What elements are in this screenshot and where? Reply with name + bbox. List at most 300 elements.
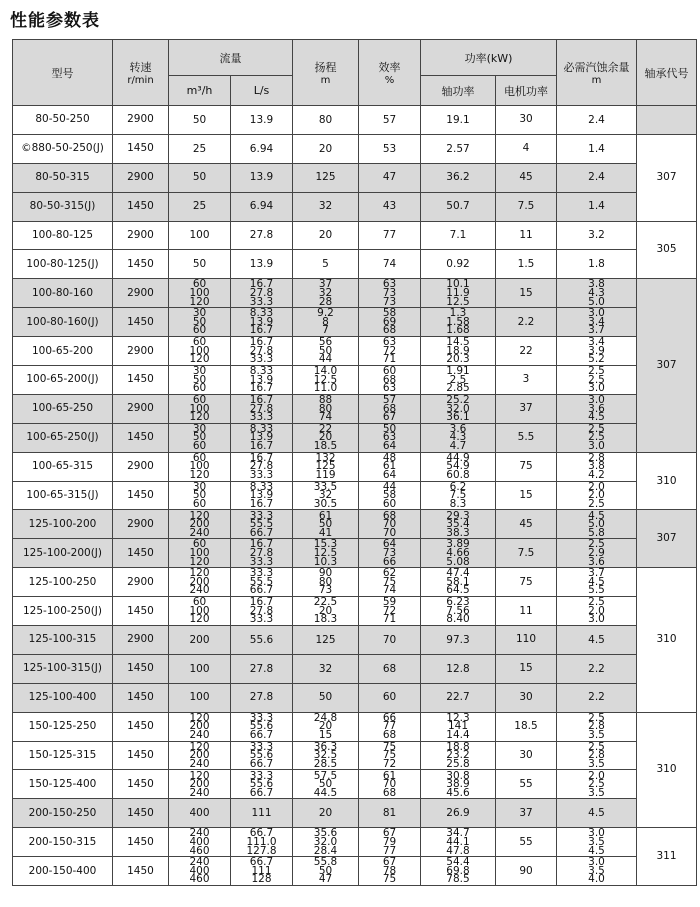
model-cell: 125-100-250	[13, 568, 113, 597]
motor-power-cell: 11	[496, 597, 557, 626]
model-cell: 150-125-315	[13, 741, 113, 770]
bearing-code-cell: 307	[637, 510, 697, 568]
efficiency-cell	[359, 279, 421, 308]
header-flow-ls: L/s	[231, 76, 293, 106]
ls-value: 33.3	[249, 468, 274, 481]
npsh-value: 3.7	[588, 567, 605, 580]
ls-value: 66.7	[249, 786, 274, 799]
m3h-value: 100	[189, 344, 210, 357]
ls-value: 8.33	[249, 423, 274, 435]
table-row	[13, 163, 697, 192]
head-value: 50	[318, 518, 333, 531]
npsh-value: 5.2	[588, 353, 605, 366]
ls-value: 27.8	[249, 547, 274, 559]
speed-cell: 2900	[113, 337, 169, 366]
npsh-value: 3.6	[588, 402, 605, 415]
page-title: 性能参数表	[10, 11, 100, 31]
table-row	[13, 106, 697, 135]
m3h-value: 120	[189, 712, 210, 724]
ls-value: 27.8	[249, 344, 274, 357]
eff-value: 67	[382, 411, 397, 424]
npsh-value: 3.4	[588, 315, 605, 328]
ls-value: 127.8	[246, 844, 277, 857]
motor-power-cell: 1.5	[496, 250, 557, 279]
model-cell: 80-50-250	[13, 106, 113, 135]
head-value: 20	[318, 142, 333, 155]
ls-value: 27.8	[249, 691, 274, 704]
npsh-value: 2.8	[588, 452, 605, 464]
eff-value: 70	[382, 633, 397, 646]
m3h-value: 240	[189, 757, 210, 770]
shaft-value: 29.3	[446, 509, 470, 522]
head-value: 57.5	[313, 769, 338, 782]
npsh-value: 2.0	[588, 489, 605, 502]
head-value: 119	[315, 468, 336, 481]
ls-value: 33.3	[249, 613, 274, 626]
ls-value: 33.3	[249, 769, 274, 782]
eff-value: 73	[382, 286, 397, 299]
table-row	[13, 221, 697, 250]
eff-value: 78	[382, 864, 397, 877]
ls-value: 16.7	[249, 278, 274, 291]
ls-value: 16.7	[249, 452, 274, 464]
eff-value: 61	[382, 460, 397, 473]
npsh-value: 2.0	[588, 604, 605, 617]
eff-value: 66	[382, 712, 397, 724]
efficiency-cell	[359, 192, 421, 221]
model-cell: 125-100-315	[13, 626, 113, 655]
m3h-value: 120	[189, 468, 210, 481]
table-row	[13, 857, 697, 886]
m3h-value: 200	[189, 575, 210, 588]
m3h-value: 200	[189, 720, 210, 733]
ls-value: 13.9	[249, 489, 274, 502]
ls-value: 66.7	[249, 526, 274, 539]
shaft-power-cell	[421, 250, 496, 279]
flow-m3h-cell	[169, 481, 231, 510]
head-value: 5	[322, 258, 329, 271]
shaft-value: 23.2	[446, 749, 470, 762]
head-value: 61	[318, 509, 333, 522]
ls-value: 66.7	[249, 728, 274, 741]
npsh-cell	[557, 597, 637, 626]
ls-value: 27.8	[249, 229, 274, 242]
npsh-cell	[557, 741, 637, 770]
header-model: 型号	[13, 40, 113, 106]
npsh-value: 3.5	[588, 728, 605, 741]
shaft-value: 1.3	[449, 307, 467, 320]
head-value: 37	[318, 278, 333, 291]
head-value: 20	[318, 807, 333, 820]
npsh-value: 2.8	[588, 720, 605, 733]
bearing-code-cell: 310	[637, 568, 697, 712]
speed-cell: 1450	[113, 741, 169, 770]
head-cell	[293, 337, 359, 366]
npsh-cell	[557, 626, 637, 655]
efficiency-cell	[359, 394, 421, 423]
ls-value: 33.3	[249, 411, 274, 424]
motor-power-cell: 15	[496, 279, 557, 308]
eff-value: 59	[382, 596, 397, 609]
table-row	[13, 366, 697, 395]
flow-m3h-cell	[169, 308, 231, 337]
flow-m3h-cell	[169, 741, 231, 770]
npsh-value: 2.4	[588, 171, 605, 184]
table-row	[13, 712, 697, 741]
npsh-value: 4.5	[588, 807, 605, 820]
speed-cell: 2900	[113, 394, 169, 423]
head-value: 28	[318, 295, 333, 308]
flow-ls-cell	[231, 134, 293, 163]
m3h-value: 100	[189, 460, 210, 473]
head-value: 20	[318, 431, 333, 444]
ls-value: 27.8	[249, 402, 274, 415]
ls-value: 8.33	[249, 365, 274, 378]
flow-ls-cell	[231, 308, 293, 337]
efficiency-cell	[359, 741, 421, 770]
shaft-power-cell	[421, 366, 496, 395]
npsh-value: 2.5	[588, 596, 605, 609]
head-value: 44.5	[313, 786, 338, 799]
model-cell: 100-65-315	[13, 452, 113, 481]
speed-cell: 1450	[113, 597, 169, 626]
efficiency-cell	[359, 163, 421, 192]
flow-ls-cell	[231, 683, 293, 712]
npsh-value: 3.8	[588, 460, 605, 473]
efficiency-cell	[359, 423, 421, 452]
m3h-value: 240	[189, 786, 210, 799]
m3h-value: 120	[189, 555, 210, 568]
m3h-value: 30	[192, 481, 207, 493]
m3h-value: 120	[189, 411, 210, 424]
npsh-value: 2.2	[588, 662, 605, 675]
shaft-power-cell	[421, 568, 496, 597]
eff-value: 62	[382, 567, 397, 580]
motor-power-cell: 3	[496, 366, 557, 395]
shaft-value: 6.2	[449, 481, 467, 493]
model-cell: 100-65-250	[13, 394, 113, 423]
npsh-cell	[557, 308, 637, 337]
head-value: 41	[318, 526, 333, 539]
shaft-value: 3.6	[449, 423, 467, 435]
ls-value: 6.94	[249, 142, 274, 155]
flow-m3h-cell	[169, 539, 231, 568]
flow-m3h-cell	[169, 250, 231, 279]
bearing-code-cell	[637, 106, 697, 135]
head-cell	[293, 452, 359, 481]
eff-value: 48	[382, 452, 397, 464]
shaft-power-cell	[421, 857, 496, 886]
speed-cell: 1450	[113, 799, 169, 828]
shaft-value: 11.9	[446, 286, 470, 299]
ls-value: 27.8	[249, 286, 274, 299]
m3h-value: 25	[192, 200, 207, 213]
npsh-value: 3.0	[588, 394, 605, 406]
motor-power-cell: 55	[496, 828, 557, 857]
ls-value: 27.8	[249, 604, 274, 617]
shaft-value: 36.1	[446, 411, 470, 424]
npsh-value: 2.5	[588, 431, 605, 444]
flow-m3h-cell	[169, 221, 231, 250]
efficiency-cell	[359, 712, 421, 741]
model-cell: 100-65-250(J)	[13, 423, 113, 452]
header-flow: 流量	[169, 40, 293, 76]
model-cell: 100-80-125(J)	[13, 250, 113, 279]
eff-value: 67	[382, 856, 397, 869]
head-value: 20	[318, 604, 333, 617]
npsh-cell	[557, 539, 637, 568]
shaft-value: 141	[447, 720, 469, 733]
head-value: 50	[318, 344, 333, 357]
ls-value: 33.3	[249, 712, 274, 724]
npsh-cell	[557, 712, 637, 741]
m3h-value: 60	[192, 336, 207, 349]
bearing-code-cell: 310	[637, 712, 697, 828]
efficiency-cell	[359, 654, 421, 683]
shaft-value: 25.2	[446, 394, 470, 406]
table-row	[13, 192, 697, 221]
eff-value: 68	[382, 662, 397, 675]
eff-value: 70	[382, 778, 397, 791]
npsh-value: 2.5	[588, 712, 605, 724]
table-body	[13, 106, 697, 886]
npsh-cell	[557, 366, 637, 395]
head-value: 50	[318, 778, 333, 791]
shaft-value: 69.8	[446, 864, 470, 877]
model-cell: 100-65-200(J)	[13, 366, 113, 395]
shaft-power-cell	[421, 828, 496, 857]
m3h-value: 30	[192, 365, 207, 378]
eff-value: 75	[382, 575, 397, 588]
head-value: 32	[318, 286, 333, 299]
shaft-value: 20.3	[446, 353, 470, 366]
npsh-cell	[557, 770, 637, 799]
shaft-value: 2.85	[446, 382, 470, 395]
eff-value: 75	[382, 873, 397, 886]
speed-cell: 1450	[113, 134, 169, 163]
ls-value: 16.7	[249, 596, 274, 609]
head-value: 125	[315, 460, 336, 473]
table-row	[13, 654, 697, 683]
npsh-cell	[557, 568, 637, 597]
motor-power-cell: 30	[496, 741, 557, 770]
shaft-value: 35.4	[446, 518, 470, 531]
flow-m3h-cell	[169, 279, 231, 308]
flow-ls-cell	[231, 539, 293, 568]
npsh-value: 3.8	[588, 278, 605, 291]
shaft-value: 8.40	[446, 613, 470, 626]
eff-value: 74	[382, 584, 397, 597]
speed-cell: 2900	[113, 279, 169, 308]
shaft-value: 50.7	[446, 200, 470, 213]
m3h-value: 100	[189, 229, 210, 242]
ls-value: 111.0	[246, 835, 277, 848]
model-cell: 125-100-200(J)	[13, 539, 113, 568]
head-value: 10.3	[313, 555, 338, 568]
flow-ls-cell	[231, 510, 293, 539]
shaft-value: 4.3	[449, 431, 467, 444]
shaft-value: 25.8	[446, 757, 470, 770]
npsh-value: 3.0	[588, 382, 605, 395]
npsh-value: 4.5	[588, 844, 605, 857]
head-value: 22.5	[313, 596, 338, 609]
speed-cell: 1450	[113, 654, 169, 683]
npsh-cell	[557, 134, 637, 163]
npsh-value: 2.5	[588, 741, 605, 753]
speed-cell: 2900	[113, 510, 169, 539]
head-cell	[293, 799, 359, 828]
flow-m3h-cell	[169, 134, 231, 163]
npsh-value: 3.9	[588, 344, 605, 357]
flow-m3h-cell	[169, 568, 231, 597]
motor-power-cell: 37	[496, 799, 557, 828]
header-shaft-power: 轴功率	[421, 76, 496, 106]
npsh-value: 4.5	[588, 509, 605, 522]
m3h-value: 120	[189, 567, 210, 580]
head-cell	[293, 683, 359, 712]
flow-m3h-cell	[169, 597, 231, 626]
head-value: 50	[318, 864, 333, 877]
m3h-value: 50	[192, 258, 207, 271]
m3h-value: 460	[189, 873, 210, 886]
head-value: 80	[318, 113, 333, 126]
efficiency-cell	[359, 452, 421, 481]
npsh-cell	[557, 250, 637, 279]
m3h-value: 240	[189, 856, 210, 869]
speed-cell: 1450	[113, 828, 169, 857]
m3h-value: 60	[192, 538, 207, 551]
ls-value: 13.9	[249, 373, 274, 386]
npsh-value: 3.6	[588, 555, 605, 568]
table-row	[13, 828, 697, 857]
flow-ls-cell	[231, 597, 293, 626]
eff-value: 73	[382, 547, 397, 559]
npsh-value: 5.8	[588, 526, 605, 539]
flow-ls-cell	[231, 857, 293, 886]
motor-power-cell: 15	[496, 481, 557, 510]
speed-cell: 1450	[113, 481, 169, 510]
header-motor-power: 电机功率	[496, 76, 557, 106]
npsh-cell	[557, 337, 637, 366]
npsh-value: 2.5	[588, 373, 605, 386]
flow-ls-cell	[231, 106, 293, 135]
shaft-value: 3.89	[446, 538, 470, 551]
head-value: 14.0	[313, 365, 338, 378]
shaft-value: 47.8	[446, 844, 470, 857]
shaft-value: 19.1	[446, 113, 470, 126]
npsh-value: 2.5	[588, 423, 605, 435]
eff-value: 68	[382, 509, 397, 522]
shaft-value: 2.5	[449, 373, 467, 386]
head-value: 36.3	[313, 741, 338, 753]
speed-cell: 2900	[113, 221, 169, 250]
shaft-power-cell	[421, 741, 496, 770]
motor-power-cell: 45	[496, 510, 557, 539]
head-cell	[293, 163, 359, 192]
shaft-power-cell	[421, 654, 496, 683]
speed-cell: 1450	[113, 192, 169, 221]
eff-value: 73	[382, 295, 397, 308]
table-row	[13, 423, 697, 452]
flow-ls-cell	[231, 366, 293, 395]
head-cell	[293, 597, 359, 626]
bearing-code-cell: 305	[637, 221, 697, 279]
head-value: 22	[318, 423, 333, 435]
shaft-value: 60.8	[446, 468, 470, 481]
m3h-value: 400	[189, 864, 210, 877]
table-row	[13, 741, 697, 770]
npsh-value: 2.0	[588, 481, 605, 493]
npsh-value: 3.7	[588, 324, 605, 337]
npsh-value: 2.5	[588, 778, 605, 791]
motor-power-cell: 5.5	[496, 423, 557, 452]
eff-value: 75	[382, 749, 397, 762]
shaft-value: 44.9	[446, 452, 470, 464]
eff-value: 67	[382, 827, 397, 840]
ls-value: 16.7	[249, 394, 274, 406]
npsh-cell	[557, 423, 637, 452]
speed-cell: 2900	[113, 452, 169, 481]
npsh-cell	[557, 828, 637, 857]
header-efficiency: 效率 %	[359, 40, 421, 106]
eff-value: 60	[382, 497, 397, 510]
speed-cell: 1450	[113, 539, 169, 568]
flow-m3h-cell	[169, 106, 231, 135]
flow-ls-cell	[231, 799, 293, 828]
shaft-value: 18.8	[446, 741, 470, 753]
motor-power-cell: 75	[496, 452, 557, 481]
flow-ls-cell	[231, 163, 293, 192]
eff-value: 69	[382, 315, 397, 328]
model-cell: 125-100-200	[13, 510, 113, 539]
head-value: 80	[318, 575, 333, 588]
speed-cell: 1450	[113, 683, 169, 712]
head-cell	[293, 134, 359, 163]
table-row	[13, 394, 697, 423]
npsh-value: 2.8	[588, 749, 605, 762]
head-cell	[293, 221, 359, 250]
npsh-cell	[557, 799, 637, 828]
flow-ls-cell	[231, 712, 293, 741]
eff-value: 58	[382, 489, 397, 502]
head-value: 80	[318, 402, 333, 415]
header-speed: 转速 r/min	[113, 40, 169, 106]
ls-value: 16.7	[249, 497, 274, 510]
shaft-value: 18.9	[446, 344, 470, 357]
motor-power-cell: 22	[496, 337, 557, 366]
ls-value: 8.33	[249, 307, 274, 320]
speed-cell: 2900	[113, 626, 169, 655]
shaft-value: 14.5	[446, 336, 470, 349]
head-cell	[293, 568, 359, 597]
flow-m3h-cell	[169, 654, 231, 683]
m3h-value: 100	[189, 691, 210, 704]
npsh-value: 2.4	[588, 113, 605, 126]
header-npsh: 必需汽蚀余量 m	[557, 40, 637, 106]
ls-value: 111	[251, 807, 272, 820]
shaft-power-cell	[421, 423, 496, 452]
eff-value: 63	[382, 336, 397, 349]
m3h-value: 50	[192, 431, 207, 444]
head-value: 15.3	[313, 538, 338, 551]
shaft-value: 26.9	[446, 807, 470, 820]
ls-value: 66.7	[249, 757, 274, 770]
m3h-value: 60	[192, 440, 207, 453]
model-cell: 125-100-400	[13, 683, 113, 712]
npsh-value: 4.5	[588, 575, 605, 588]
shaft-power-cell	[421, 394, 496, 423]
eff-value: 66	[382, 555, 397, 568]
